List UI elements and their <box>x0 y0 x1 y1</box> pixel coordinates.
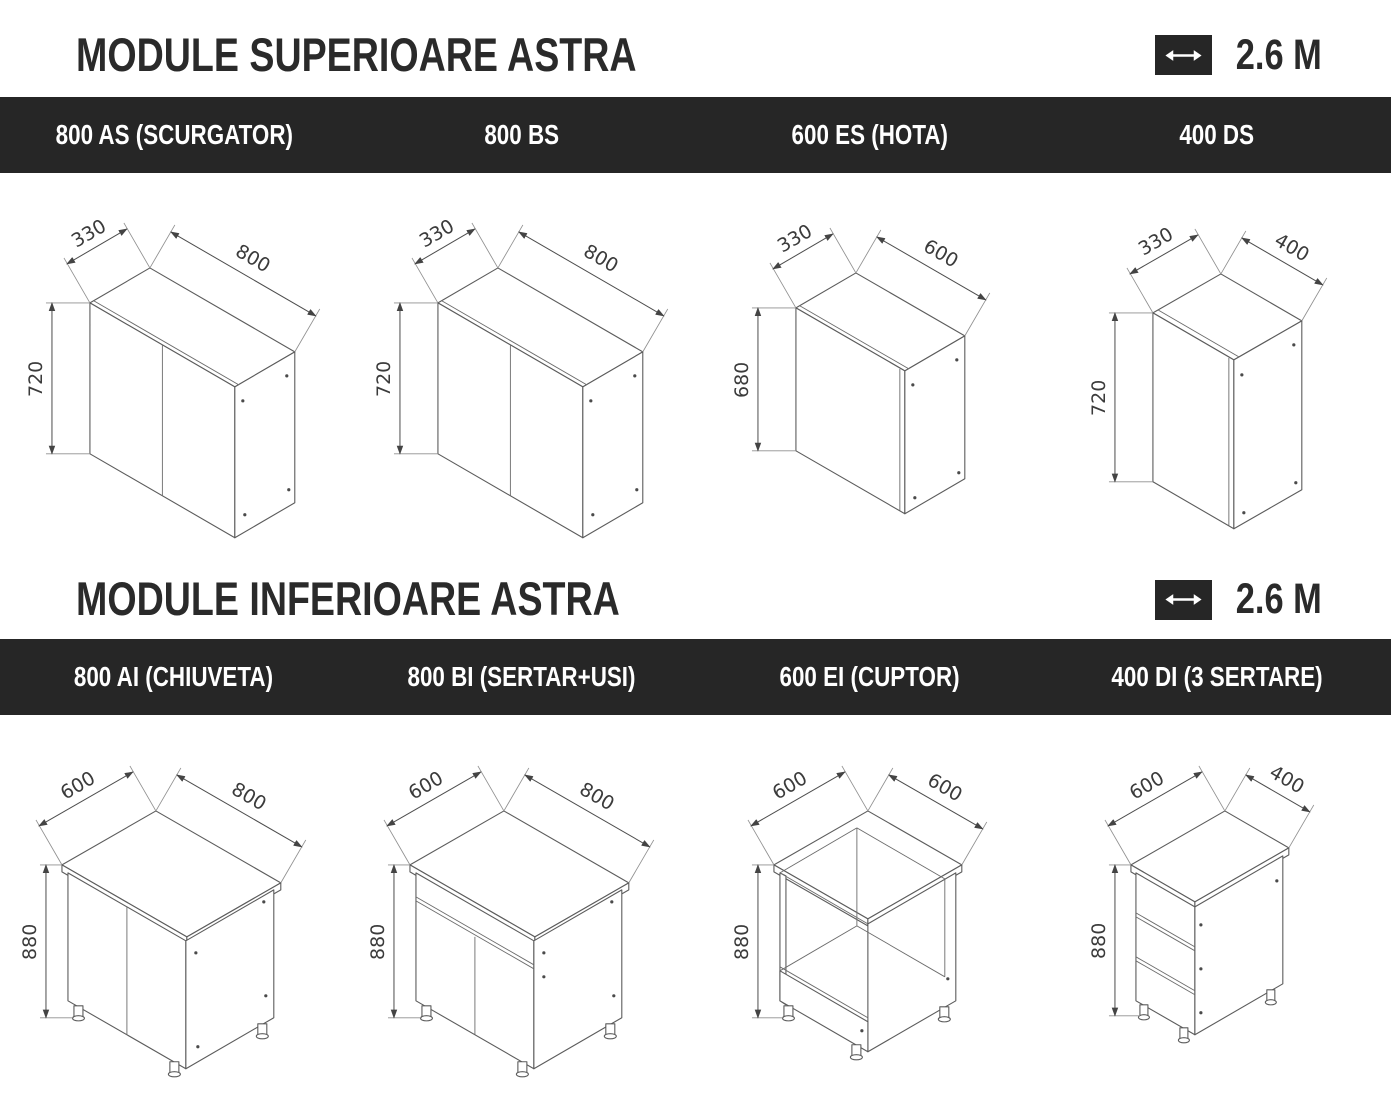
dimension-height-label: 880 <box>730 923 753 961</box>
cabinet-outline <box>62 811 281 1077</box>
module-cell-400di <box>1043 715 1391 1098</box>
dimension-depth-label: 600 <box>1125 767 1169 805</box>
dimension-depth-label: 330 <box>1134 222 1178 261</box>
dimension-width-label: 800 <box>227 778 271 816</box>
section-title-text: MODULE INFERIOARE ASTRA <box>76 572 620 626</box>
dimension-width-label: 400 <box>1270 228 1314 267</box>
dimension-depth-label: 330 <box>67 214 111 253</box>
module-drawing-400ds <box>1043 173 1391 563</box>
double-arrow-icon <box>1155 580 1212 620</box>
module-cell-800bi <box>348 715 696 1098</box>
cabinet-outline <box>1153 274 1302 529</box>
cabinet-outline <box>410 811 629 1077</box>
section-title-text: MODULE SUPERIOARE ASTRA <box>76 28 637 81</box>
dimension-height-label: 720 <box>372 360 395 397</box>
module-drawing-800bs <box>348 173 696 563</box>
dimension-width-label: 800 <box>231 239 275 278</box>
drawings-row-inferioare <box>0 715 1391 1098</box>
length-indicator <box>1155 575 1333 624</box>
section-header-inferioare <box>0 562 1391 639</box>
dimension-height-label: 880 <box>1088 922 1111 960</box>
module-drawing-600ei <box>696 715 1044 1098</box>
module-label-800ai: 800 AI (CHIUVETA) <box>74 661 274 693</box>
dimension-width-label: 600 <box>919 234 962 273</box>
module-label-600ei: 600 EI (CUPTOR) <box>779 661 960 693</box>
dimension-depth-label: 600 <box>404 767 447 805</box>
module-label-800as: 800 AS (SCURGATOR) <box>55 118 293 150</box>
module-label-400di: 400 DI (3 SERTARE) <box>1111 661 1323 693</box>
dimension-width-label: 600 <box>923 769 966 807</box>
dimension-width-label: 400 <box>1265 761 1309 799</box>
page-title-2 <box>76 574 756 625</box>
section-header-superioare <box>0 0 1391 97</box>
cabinet-outline <box>773 811 961 1060</box>
module-labels-bar-superioare <box>0 97 1391 173</box>
module-cell-800bs <box>348 173 696 563</box>
module-label-400ds: 400 DS <box>1179 118 1255 150</box>
dimension-depth-label: 330 <box>773 219 816 258</box>
module-label-800bi: 800 BI (SERTAR+USI) <box>407 661 636 693</box>
double-arrow-icon <box>1155 35 1212 75</box>
dimension-height-label: 720 <box>24 360 47 397</box>
module-drawing-400di <box>1043 715 1391 1098</box>
module-labels-bar-inferioare <box>0 639 1391 715</box>
module-label-800bs: 800 BS <box>484 118 559 150</box>
drawings-row-superioare <box>0 173 1391 563</box>
module-cell-800ai <box>0 715 348 1098</box>
cabinet-outline <box>795 273 964 514</box>
dimension-height-label: 720 <box>1088 379 1111 416</box>
cabinet-outline <box>90 268 295 538</box>
module-drawing-800as <box>0 173 348 563</box>
dimension-width-label: 800 <box>579 239 622 278</box>
module-cell-400ds <box>1043 173 1391 563</box>
double-arrow-glyph <box>1163 591 1204 608</box>
length-indicator <box>1155 31 1333 80</box>
cabinet-outline <box>1131 811 1289 1043</box>
length-label: 2.6 M <box>1236 30 1323 79</box>
module-cell-600es <box>696 173 1044 563</box>
module-cell-800as <box>0 173 348 563</box>
dimension-height-label: 880 <box>366 923 389 961</box>
dimension-depth-label: 600 <box>56 767 100 805</box>
module-drawing-800ai <box>0 715 348 1098</box>
cabinet-outline <box>438 268 643 538</box>
dimension-width-label: 800 <box>575 778 618 816</box>
module-cell-600ei <box>696 715 1044 1098</box>
double-arrow-glyph <box>1163 47 1204 64</box>
dimension-depth-label: 600 <box>768 767 811 805</box>
dimension-height-label: 680 <box>730 361 753 398</box>
length-label: 2.6 M <box>1236 575 1323 624</box>
module-drawing-600es <box>696 173 1044 563</box>
dimension-depth-label: 330 <box>415 214 458 253</box>
page-title <box>76 30 777 81</box>
module-drawing-800bi <box>348 715 696 1098</box>
dimension-height-label: 880 <box>18 923 41 961</box>
module-label-600es: 600 ES (HOTA) <box>791 118 948 150</box>
